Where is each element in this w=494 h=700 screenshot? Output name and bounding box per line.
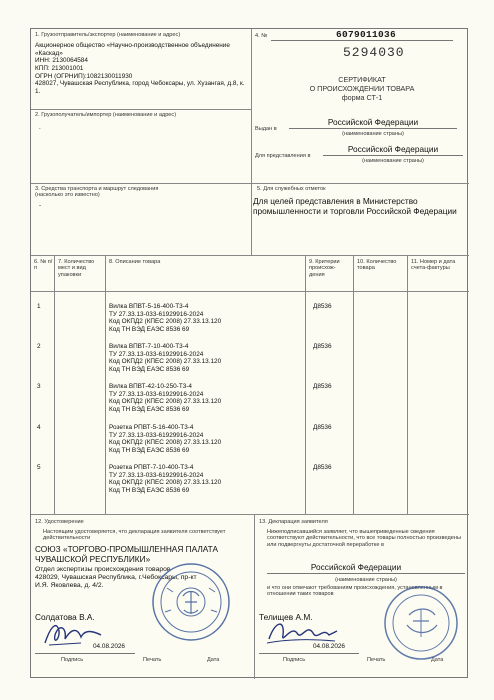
declared-country: Российской Федерации (310, 562, 402, 572)
issued-in-country: Российской Федерации (327, 117, 419, 127)
present-to-caption: (наименование страны) (362, 158, 424, 164)
box12-label: 12. Удостоверение (35, 519, 84, 525)
item-spec: ТУ 27.33.13-033-61929916-2024 (109, 310, 204, 318)
issued-in-label: Выдан в (255, 126, 277, 132)
chamber-signature (41, 617, 111, 651)
applicant-caption-sign: Подпись (283, 657, 306, 663)
item-okpd: Код ОКПД2 (КПЕС 2008) 27.33.13.120 (109, 358, 222, 366)
row-origin-criterion: Д8536 (313, 464, 332, 471)
certificate-title (271, 75, 453, 102)
box1-label: 1. Грузоотправитель/экспортер (наименование и адрес) (35, 32, 181, 38)
chamber-name-line-1: СОЮЗ «ТОРГОВО-ПРОМЫШЛЕННАЯ ПАЛАТА (35, 544, 218, 554)
applicant-sign-line (259, 653, 359, 654)
official-remarks: Для целей представления в Министерство промышленности и торговли Российской Федерации (253, 196, 457, 216)
item-okpd: Код ОКПД2 (КПЕС 2008) 27.33.13.120 (109, 398, 222, 406)
col-header-origin: 9. Критерии происхож-дения (309, 259, 340, 278)
item-tnved: Код ТН ВЭД ЕАЭС 8536 69 (109, 326, 190, 334)
chamber-caption-date: Дата (207, 657, 220, 663)
certification-statement: Настоящим удостоверяется, что декларация заявителя соответствует действительности (43, 529, 226, 542)
item-name: Вилка ВПВТ-7-10-400-Т3-4 (109, 343, 189, 350)
box5-label: 5. Для служебных отметок (257, 186, 326, 192)
certificate-number: 6079011036 (336, 29, 397, 40)
col-header-number: 6. № п/п (34, 259, 53, 272)
row-origin-criterion: Д8536 (313, 383, 332, 390)
item-name: Розетка РПВТ-5-16-400-Т3-4 (109, 424, 194, 431)
applicant-signature (263, 615, 343, 651)
chamber-caption-sign: Подпись (61, 657, 84, 663)
chamber-signer-name: Солдатова В.А. (35, 612, 95, 622)
applicant-signer-name: Телищев А.М. (259, 612, 313, 622)
consignee-value: . (39, 124, 41, 131)
present-to-line (323, 155, 463, 156)
item-okpd: Код ОКПД2 (КПЕС 2008) 27.33.13.120 (109, 318, 222, 326)
item-spec: ТУ 27.33.13-033-61929916-2024 (109, 350, 204, 358)
conformity-statement: и что они отвечают требованиям происхождения, установленным в отношении таких товаров (267, 585, 443, 598)
divider-box3 (31, 183, 469, 184)
row-description (109, 383, 305, 414)
item-spec: ТУ 27.33.13-033-61929916-2024 (109, 431, 204, 439)
item-name: Вилка ВПВТ-5-16-400-Т3-4 (109, 303, 189, 310)
box2-label: 2. Грузополучатель/импортер (наименование и адрес) (35, 112, 177, 118)
divider-top-vertical (251, 29, 252, 255)
certificate-form (30, 28, 468, 678)
item-tnved: Код ТН ВЭД ЕАЭС 8536 69 (109, 366, 190, 374)
chamber-dept-line-3: И.Я. Яковлева, д. 4/2. (35, 582, 104, 590)
title-line-2: О ПРОИСХОЖДЕНИИ ТОВАРА (309, 84, 415, 93)
row-description (109, 303, 305, 334)
row-number: 5 (37, 464, 41, 471)
chamber-dept-line-2: 428029, Чувашская Республика, г.Чебоксары, пр-кт (35, 574, 197, 582)
chamber-sign-line (35, 653, 135, 654)
shipper-kpp: КПП: 213001001 (35, 65, 84, 73)
row-number: 4 (37, 424, 41, 431)
issued-in-line (289, 128, 457, 129)
box3-label: 3. Средства транспорта и маршрут следования (насколько это известно) (35, 186, 159, 199)
chamber-name-line-2: ЧУВАШСКОЙ РЕСПУБЛИКИ» (35, 553, 151, 564)
row-description (109, 343, 305, 374)
declared-country-caption: (наименование страны) (335, 577, 397, 583)
row-number: 1 (37, 303, 41, 310)
col-header-quantity: 10. Количество товара (357, 259, 397, 272)
divider-box1-box2 (31, 109, 251, 110)
row-origin-criterion: Д8536 (313, 424, 332, 431)
item-okpd: Код ОКПД2 (КПЕС 2008) 27.33.13.120 (109, 439, 222, 447)
applicant-caption-stamp: Печать (367, 657, 386, 663)
shipper-address: 428027, Чувашская Республика, город Чебоксары, ул. Хузангая, д.8, к. 1. (35, 80, 245, 96)
chamber-date: 04.08.2026 (93, 643, 125, 650)
declaration-statement: Нижеподписавшийся заявляет, что вышеприведенные сведения соответствуют действительности, что все товары полностью произведены или подвергнуты достаточной переработке в (267, 529, 461, 548)
table-row (31, 464, 469, 512)
box4-label: 4. № (255, 33, 268, 39)
box13-label: 13. Декларация заявителя (259, 519, 328, 525)
item-tnved: Код ТН ВЭД ЕАЭС 8536 69 (109, 406, 190, 414)
applicant-date: 04.08.2026 (313, 643, 345, 650)
col-header-packages: 7. Количество мест и вид упаковки (58, 259, 95, 278)
certificate-number-line (271, 40, 453, 41)
divider-table-top (31, 255, 469, 256)
applicant-seal (383, 585, 459, 661)
shipper-name: Акционерное общество «Научно-производственное объединение «Каскад» (35, 42, 230, 57)
item-spec: ТУ 27.33.13-033-61929916-2024 (109, 471, 204, 479)
declared-country-line (267, 573, 465, 574)
title-line-1: СЕРТИФИКАТ (338, 75, 386, 84)
chamber-seal (151, 562, 231, 642)
item-okpd: Код ОКПД2 (КПЕС 2008) 27.33.13.120 (109, 479, 222, 487)
present-to-country: Российской Федерации (347, 144, 439, 154)
row-number: 2 (37, 343, 41, 350)
title-line-3: форма СТ-1 (341, 93, 383, 102)
blank-number: 5294030 (343, 45, 405, 60)
row-description (109, 424, 305, 455)
row-origin-criterion: Д8536 (313, 343, 332, 350)
shipper-inn: ИНН: 2130064584 (35, 57, 88, 65)
item-tnved: Код ТН ВЭД ЕАЭС 8536 69 (109, 487, 190, 495)
row-description (109, 464, 305, 495)
issued-in-caption: (наименование страны) (342, 131, 404, 137)
row-origin-criterion: Д8536 (313, 303, 332, 310)
chamber-dept-line-1: Отдел экспертизы происхождения товаров (35, 566, 171, 573)
col-header-description: 8. Описание товара (109, 259, 161, 265)
applicant-caption-date: Дата (431, 657, 444, 663)
item-name: Вилка ВПВТ-42-10-250-Т3-4 (109, 383, 192, 390)
divider-table-bottom (31, 514, 469, 515)
transport-value: - (39, 202, 42, 209)
shipper-block (35, 42, 247, 96)
divider-bottom-vertical (254, 514, 255, 679)
chamber-caption-stamp: Печать (143, 657, 162, 663)
row-number: 3 (37, 383, 41, 390)
item-name: Розетка РПВТ-7-10-400-Т3-4 (109, 464, 194, 471)
present-to-label: Для представления в (255, 153, 311, 159)
item-tnved: Код ТН ВЭД ЕАЭС 8536 69 (109, 447, 190, 455)
item-spec: ТУ 27.33.13-033-61929916-2024 (109, 390, 204, 398)
divider-table-header (31, 291, 469, 292)
col-header-invoice: 11. Номер и дата счета-фактуры (411, 259, 456, 272)
shipper-ogrn: ОГРН (ОГРНИП):1082130011930 (35, 72, 133, 80)
